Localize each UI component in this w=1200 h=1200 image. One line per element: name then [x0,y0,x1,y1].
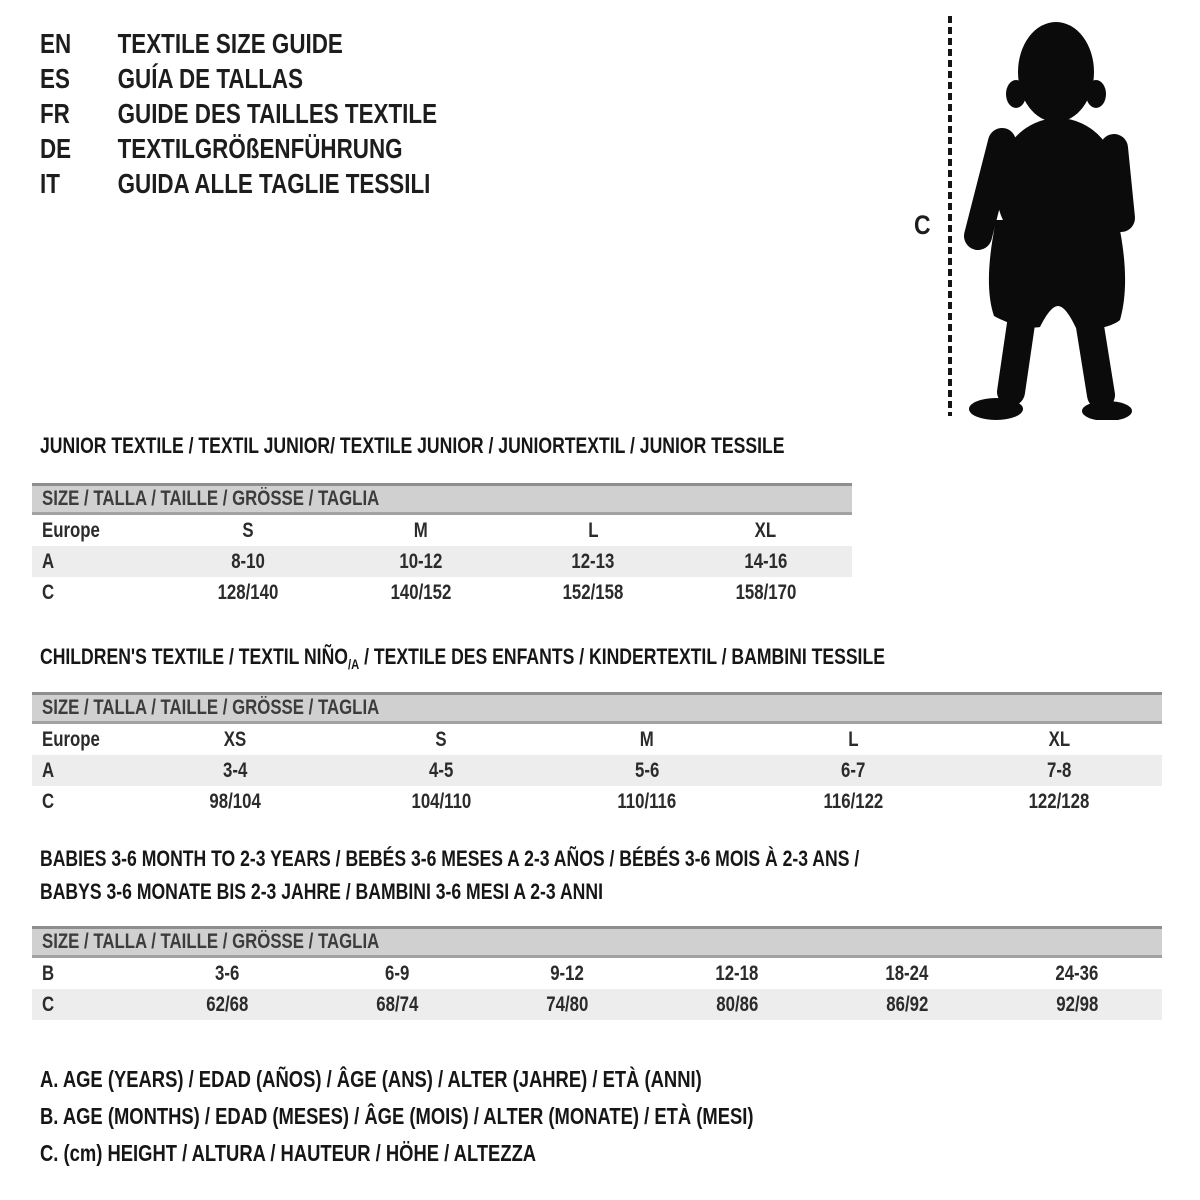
table-row-age-months [32,958,1162,989]
size-cell: 14-16 [744,549,788,573]
size-cell: 158/170 [735,580,797,604]
babies-size-table [32,926,1162,1020]
size-cell: 3-4 [222,758,248,782]
size-cell: 74/80 [545,992,589,1016]
height-measure-dashed-line [948,16,952,416]
size-cell: XS [223,727,247,751]
children-size-table [32,692,1162,817]
row-label: A [42,549,55,573]
size-cell: L [847,727,859,751]
language-code: ES [40,63,70,94]
guide-title: TEXTILE SIZE GUIDE [117,28,343,59]
language-title-list [40,26,536,201]
language-row [40,61,437,96]
row-label: C [42,992,55,1016]
size-cell: 116/122 [823,789,883,813]
guide-title: GUÍA DE TALLAS [117,63,304,94]
size-cell: 3-6 [214,961,240,985]
babies-section-heading-line1: BABIES 3-6 MONTH TO 2-3 YEARS / BEBÉS 3-6 MESES A 2-3 AÑOS / BÉBÉS 3-6 MOIS À 2-3 ANS / [40,846,860,871]
row-label: Europe [42,727,100,751]
table-row-height [32,786,1162,817]
figure-height-label: C [914,210,931,240]
size-cell: 12-18 [715,961,759,985]
table-row-europe [32,515,852,546]
row-label: C [42,789,55,813]
row-label: A [42,758,55,782]
guide-title: GUIDA ALLE TAGLIE TESSILI [117,168,431,199]
size-cell: 6-7 [840,758,866,782]
size-cell: 152/158 [562,580,624,604]
size-cell: L [588,518,599,542]
language-row [40,166,437,201]
junior-size-table [32,483,852,608]
language-code: IT [40,168,60,199]
table-row-europe [32,724,1162,755]
babies-section-heading-line2: BABYS 3-6 MONATE BIS 2-3 JAHRE / BAMBINI 3-6 MESI A 2-3 ANNI [40,879,603,904]
junior-section-heading: JUNIOR TEXTILE / TEXTIL JUNIOR/ TEXTILE JUNIOR / JUNIORTEXTIL / JUNIOR TESSILE [40,433,785,458]
size-cell: 68/74 [375,992,419,1016]
row-label: C [42,580,55,604]
size-cell: S [242,518,254,542]
size-cell: XL [755,518,777,542]
table-row-age [32,755,1162,786]
size-table-header-bar: SIZE / TALLA / TAILLE / GRÖSSE / TAGLIA [32,692,1162,724]
size-cell: M [640,727,654,751]
size-cell: 86/92 [885,992,929,1016]
table-row-height [32,577,852,608]
size-table-header-bar: SIZE / TALLA / TAILLE / GRÖSSE / TAGLIA [32,483,852,515]
size-cell: 12-13 [571,549,615,573]
language-row [40,26,437,61]
size-cell: 104/110 [411,789,471,813]
language-code: DE [40,133,72,164]
nino-a-subscript: /A [347,656,360,672]
size-cell: 5-6 [634,758,660,782]
size-cell: 6-9 [384,961,410,985]
size-cell: 110/116 [617,789,677,813]
children-section-heading: CHILDREN'S TEXTILE / TEXTIL $NIÑO_{/A}$ / TEXTILE DES ENFANTS / KINDERTEXTIL / BAMBINI TESSILE [40,644,885,672]
size-cell: 7-8 [1046,758,1072,782]
note-height-cm: C. (cm) HEIGHT / ALTURA / HAUTEUR / HÖHE / ALTEZZA [40,1140,537,1166]
guide-title: TEXTILGRÖßENFÜHRUNG [117,133,403,164]
size-cell: 4-5 [428,758,454,782]
size-cell: 9-12 [550,961,584,985]
size-cell: 92/98 [1055,992,1099,1016]
size-cell: 18-24 [885,961,929,985]
size-cell: XL [1048,727,1070,751]
size-cell: 98/104 [209,789,261,813]
language-code: EN [40,28,72,59]
size-table-header-bar: SIZE / TALLA / TAILLE / GRÖSSE / TAGLIA [32,926,1162,958]
size-cell: 140/152 [390,580,452,604]
guide-title: GUIDE DES TAILLES TEXTILE [117,98,438,129]
row-label: Europe [42,518,100,542]
language-code: FR [40,98,70,129]
row-label: B [42,961,55,985]
toddler-silhouette-icon [960,20,1148,420]
size-cell: S [435,727,447,751]
note-age-years: A. AGE (YEARS) / EDAD (AÑOS) / ÂGE (ANS) / ALTER (JAHRE) / ETÀ (ANNI) [40,1066,702,1092]
size-cell: 128/140 [217,580,279,604]
size-cell: 10-12 [399,549,443,573]
size-cell: 80/86 [715,992,759,1016]
language-row [40,131,437,166]
table-row-age [32,546,852,577]
size-cell: M [413,518,428,542]
size-cell: 62/68 [205,992,249,1016]
size-cell: 122/128 [1028,789,1090,813]
table-row-height [32,989,1162,1020]
size-cell: 8-10 [231,549,266,573]
size-cell: 24-36 [1055,961,1099,985]
language-row [40,96,437,131]
note-age-months: B. AGE (MONTHS) / EDAD (MESES) / ÂGE (MOIS) / ALTER (MONATE) / ETÀ (MESI) [40,1103,754,1129]
